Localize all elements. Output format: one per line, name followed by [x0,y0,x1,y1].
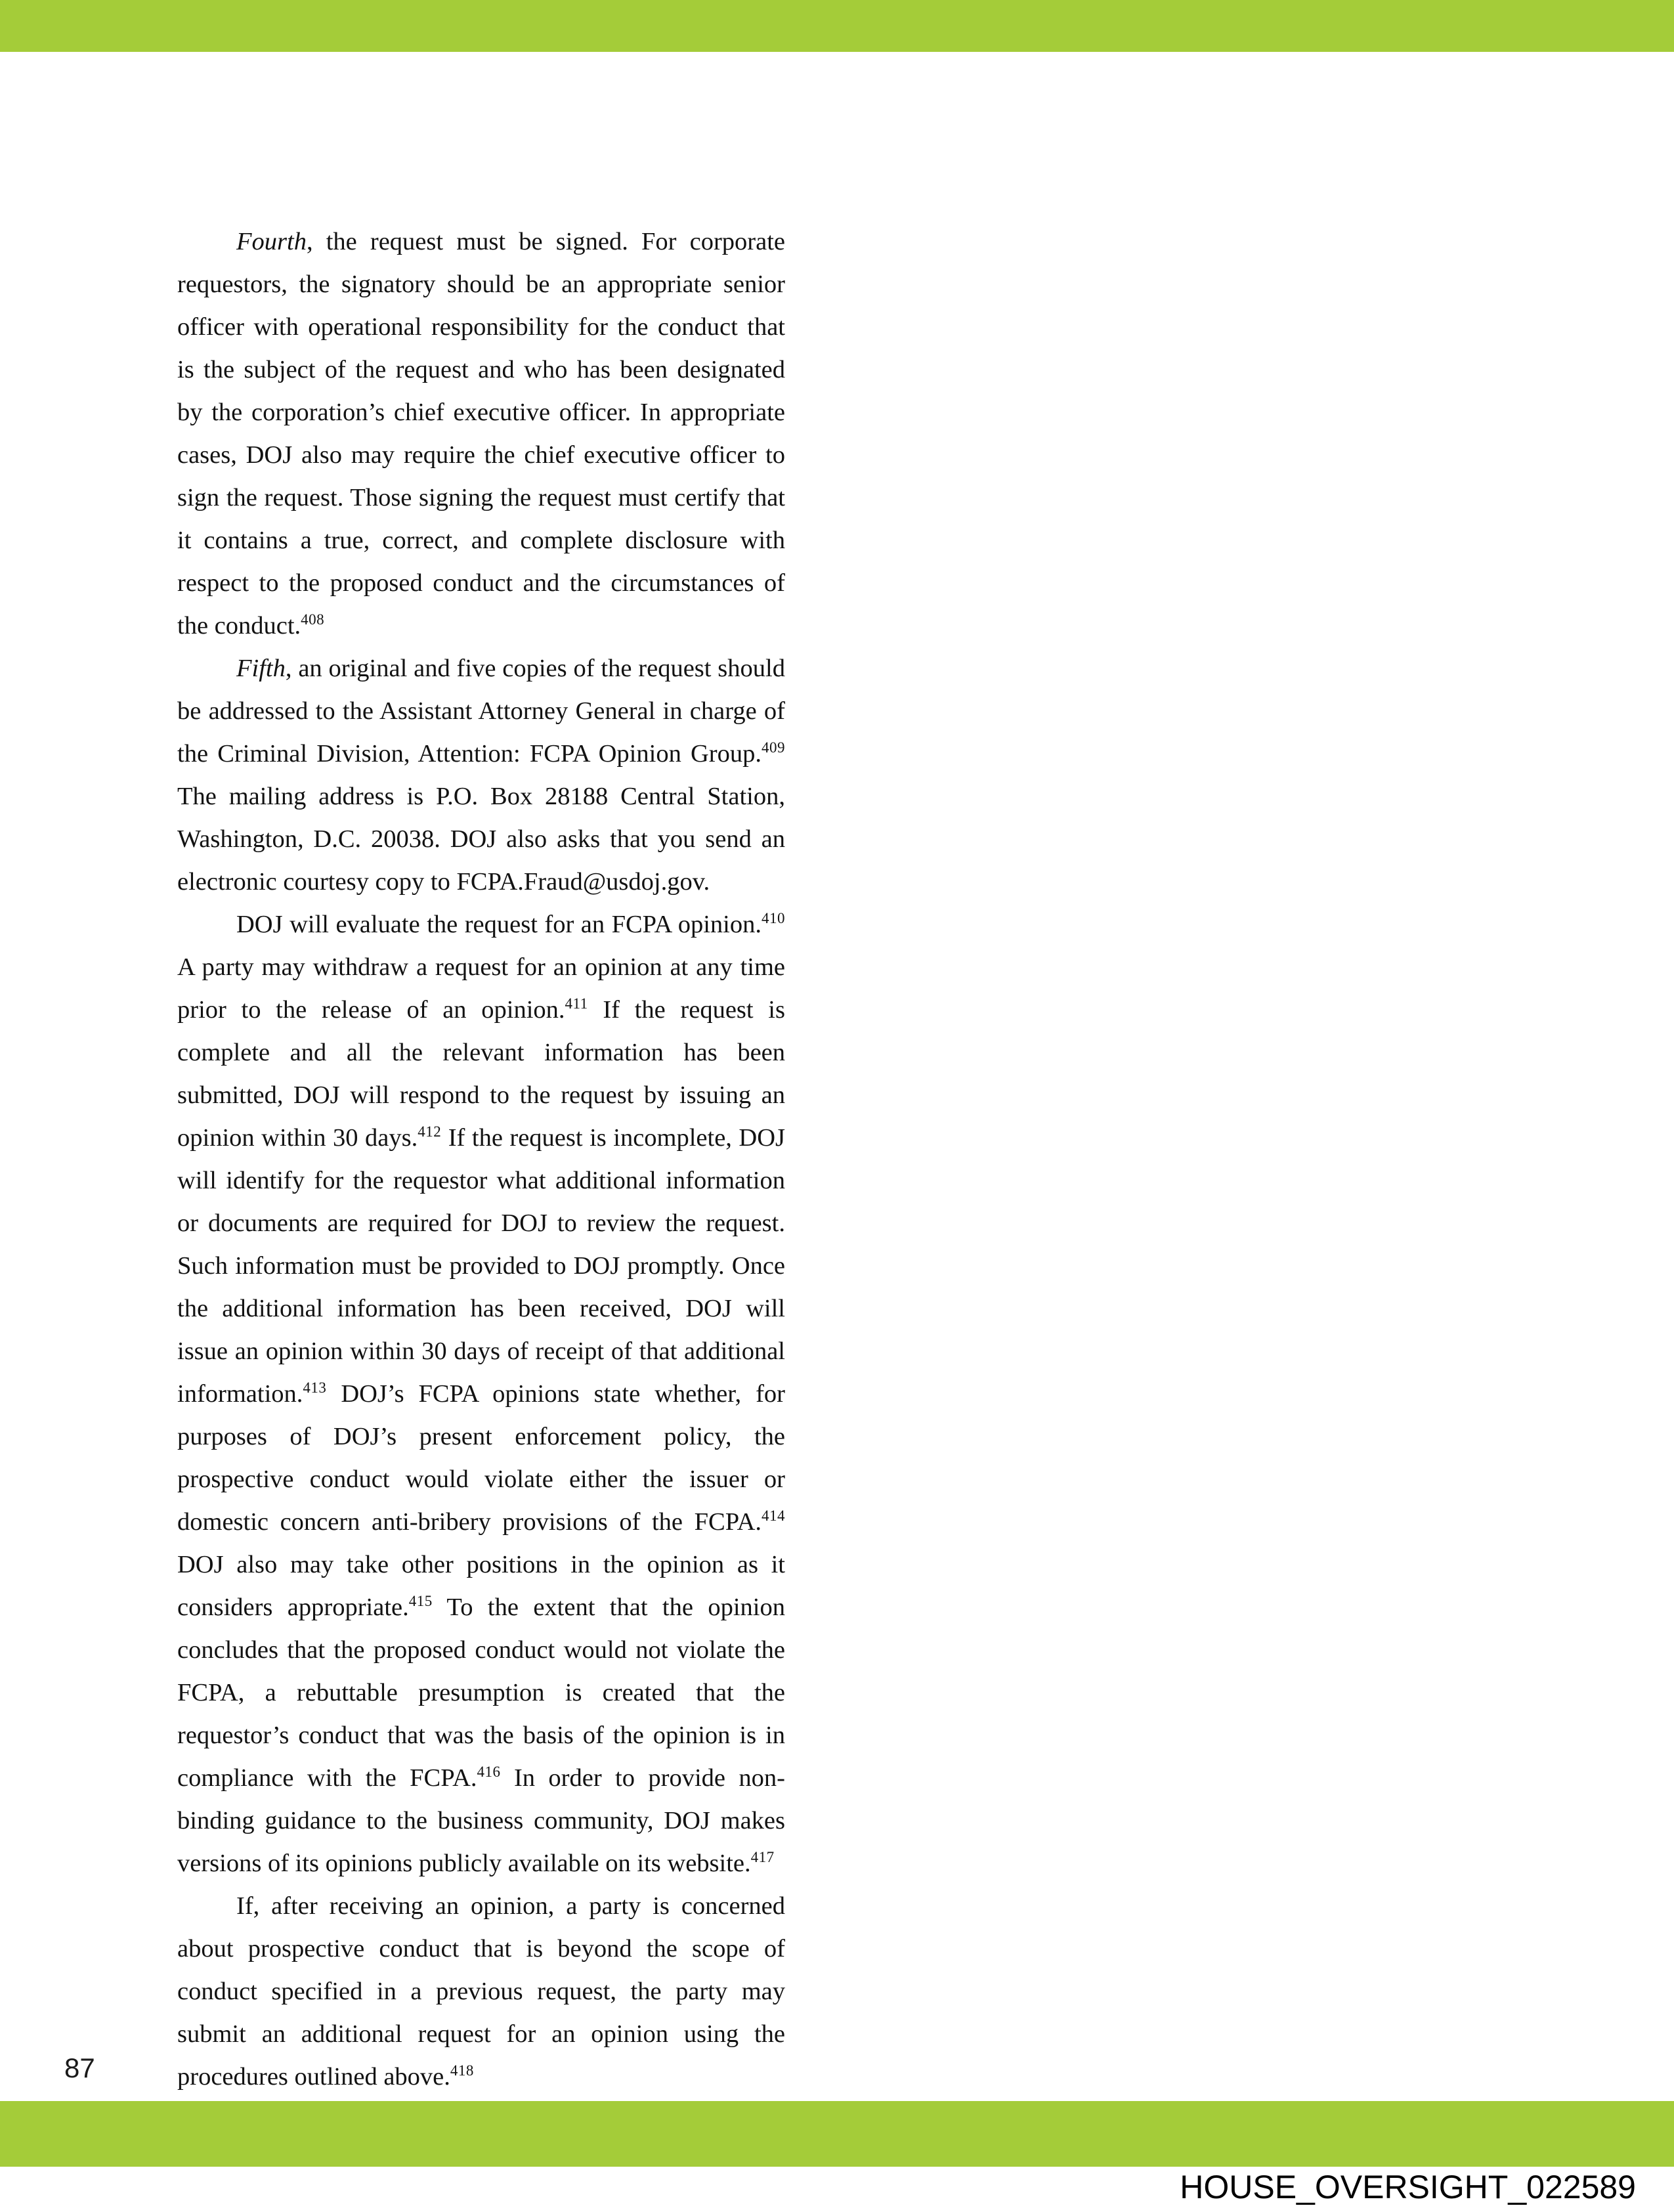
text-run: , an original and five copies of the request should be addressed to the Assistant Attorney General in charge of the Criminal Division, Attention: FCPA Opinion Group. [177,655,785,768]
page-number: 87 [64,2052,95,2083]
text-run: To the extent that the opinion concludes that the proposed conduct would not violate the FCPA, a rebuttable presumption is created that the requestor’s conduct that was the basis of the opinion is in compliance with the FCPA. [177,1594,785,1792]
text-run: In order to provide non-binding guidance to the business community, DOJ makes versions of its opinions publicly available on its website. [177,1764,785,1877]
bottom-accent-bar [0,2101,1674,2167]
italic-lead: Fifth [236,655,286,682]
paragraph [177,647,785,903]
footnote-ref: 411 [565,995,588,1012]
paragraph [177,221,785,647]
text-run: The mailing address is P.O. Box 28188 Central Station, Washington, D.C. 20038. DOJ also asks that you send an electronic courtesy copy to FCPA.Fraud@usdoj.gov. [177,783,785,896]
footnote-ref: 416 [477,1764,501,1781]
footnote-ref: 418 [450,2062,474,2079]
footnote-ref: 414 [762,1507,785,1525]
footnote-ref: 410 [762,910,785,927]
italic-lead: Fourth [236,228,307,255]
paragraph [177,903,785,1885]
body-text [177,221,785,2098]
text-run: If, after receiving an opinion, a party is concerned about prospective conduct that is beyond the scope of conduct specified in a previous request, the party may submit an additional request for an opinion using the procedures outlined above. [177,1892,785,2091]
text-run: , the request must be signed. For corporate requestors, the signatory should be an appropriate senior officer with operational responsibility for the conduct that is the subject of the request and who has been designated by the corporation’s chief executive officer. In appropriate cases, DOJ also may require the chief executive officer to sign the request. Those signing the request must certify that it contains a true, correct, and complete disclosure with respect to the proposed conduct and the circumstances of the conduct. [177,228,785,640]
footnote-ref: 408 [301,611,325,628]
bates-stamp: HOUSE_OVERSIGHT_022589 [1180,2169,1636,2205]
footnote-ref: 413 [303,1379,327,1397]
text-run: DOJ’s FCPA opinions state whether, for purposes of DOJ’s present enforcement policy, the prospective conduct would violate either the issuer or domestic concern anti-bribery provisions of the FCPA. [177,1380,785,1536]
top-accent-bar [0,0,1674,52]
footnote-ref: 415 [408,1593,433,1610]
text-run: If the request is incomplete, DOJ will identify for the requestor what additional information or documents are required for DOJ to review the request. Such information must be provided to DOJ promptly. Once the additional information has been received, DOJ will issue an opinion within 30 days of receipt of that additional information. [177,1124,786,1408]
text-run: If the request is complete and all the relevant information has been submitted, DOJ will respond to the request by issuing an opinion within 30 days. [177,996,785,1152]
footnote-ref: 412 [418,1123,442,1140]
text-run: DOJ will evaluate the request for an FCPA opinion. [236,911,762,938]
footnote-ref: 417 [750,1849,775,1866]
paragraph [177,1885,785,2098]
text-run: A party may withdraw a request for an opinion at any time prior to the release of an opinion. [177,953,785,1024]
text-run: DOJ also may take other positions in the opinion as it considers appropriate. [177,1551,785,1621]
footnote-ref: 409 [762,739,785,756]
